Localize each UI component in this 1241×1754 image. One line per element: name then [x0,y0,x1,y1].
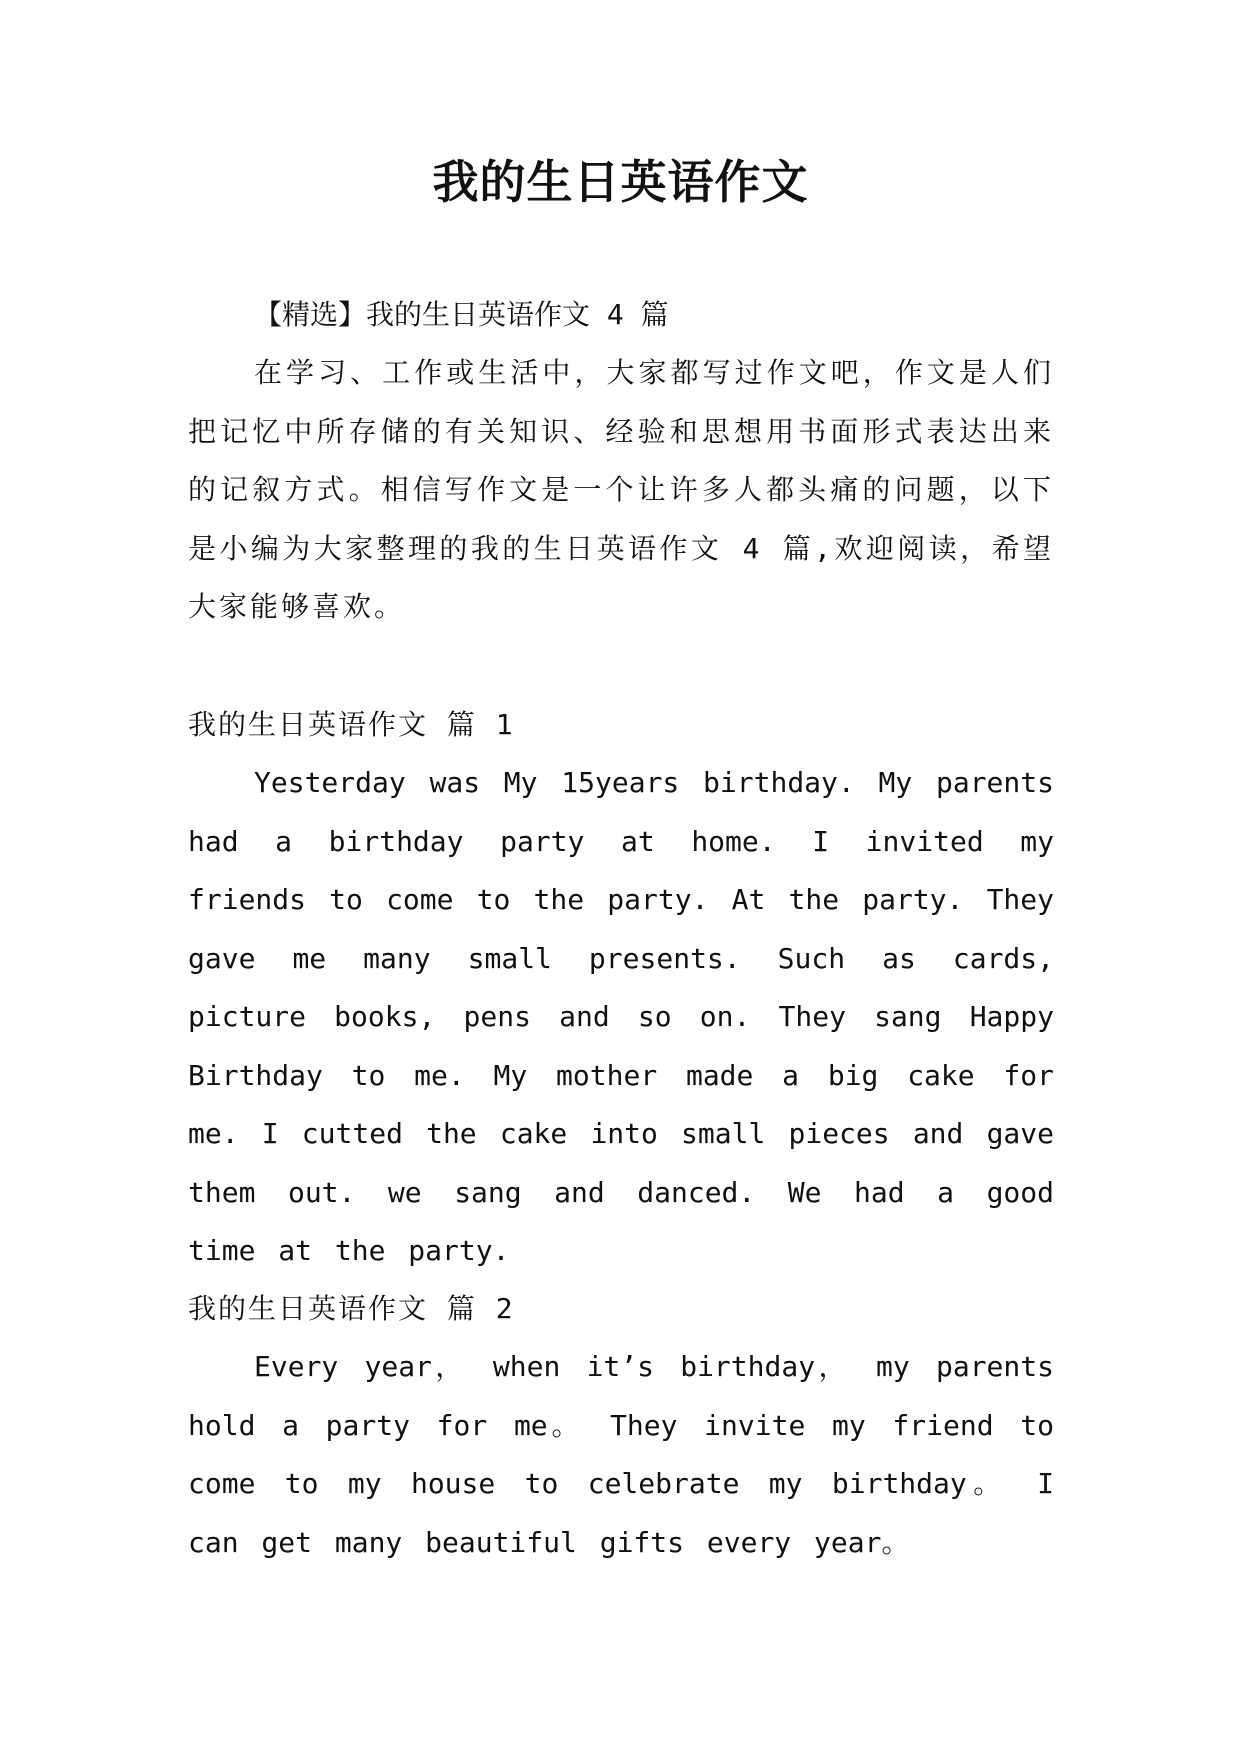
document-subtitle: 【精选】我的生日英语作文 4 篇 [254,298,669,331]
essay-paragraph-1: Yesterday was My 15years birthday. My parents had a birthday party at home. I invited my friends to come to the party. At the party. They gave me many small presents. Such as cards, picture books, pens and so on. They sang Happy Birthday to me. My mother made a big cake for me. I cutted the cake into small pieces and gave them out. we sang and danced. We had a good time at the party. [188,766,1054,1267]
intro-paragraph: 在学习、工作或生活中，大家都写过作文吧，作文是人们把记忆中所存储的有关知识、经验和思想用书面形式表达出来的记叙方式。相信写作文是一个让许多人都头痛的问题，以下是小编为大家整理的我的生日英语作文 4 篇,欢迎阅读，希望大家能够喜欢。 [188,356,1054,623]
essay-paragraph-2: Every year， when it’s birthday， my parents hold a party for me。 They invite my friend to come to my house to celebrate my birthday。 I can get many beautiful gifts every year。 [188,1350,1054,1559]
document-title: 我的生日英语作文 [432,155,809,209]
section-heading-1: 我的生日英语作文 篇 1 [188,708,515,741]
section-heading-2: 我的生日英语作文 篇 2 [188,1292,515,1325]
